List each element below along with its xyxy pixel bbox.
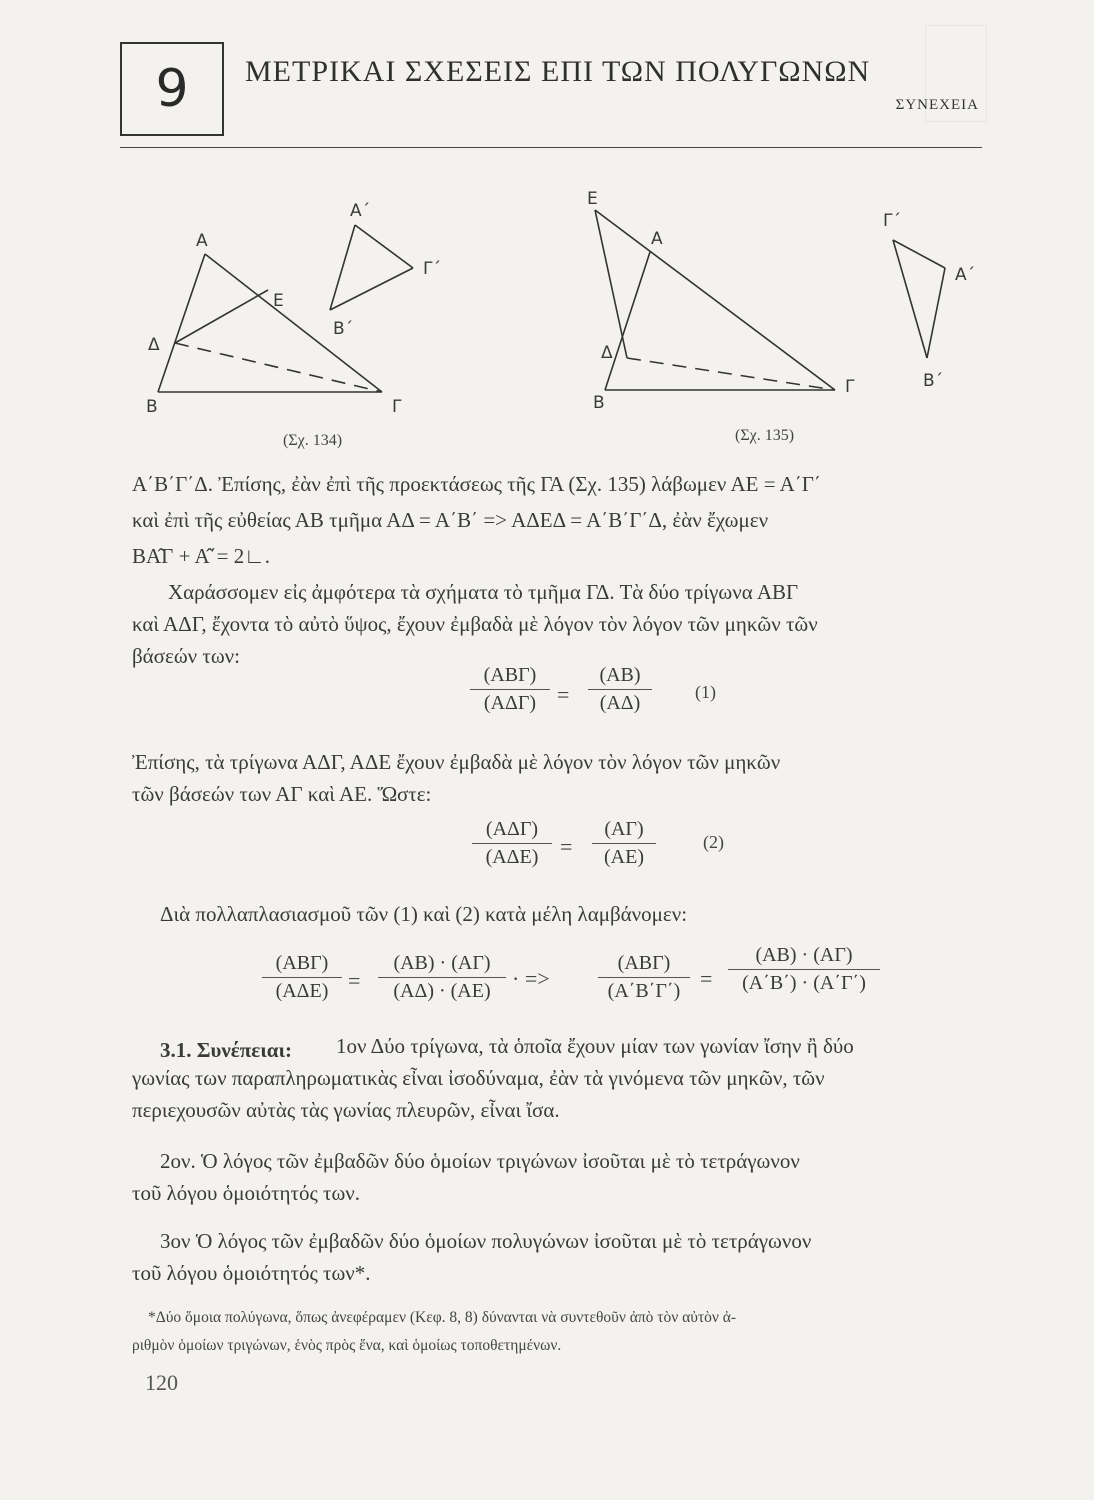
consequence-1-line-3: περιεχουσῶν αὐτὰς τὰς γωνίας πλευρῶν, εἶναι ἴσα. [132, 1098, 560, 1122]
label-A: A [196, 231, 208, 251]
label-G1: Γ΄ [423, 259, 441, 279]
side-AB [158, 254, 205, 392]
side-G1B1 [893, 240, 927, 358]
consequence-3-line-1: 3ον Ὁ λόγος τῶν ἐμβαδῶν δύο ὁμοίων πολυγώνων ἰσοῦται μὲ τὸ τετράγωνον [160, 1229, 812, 1253]
eq3-f4-den: (Α΄Β΄) · (Α΄Γ΄) [742, 972, 866, 994]
label-A: A [651, 229, 663, 249]
para4: Διὰ πολλαπλασιασμοῦ τῶν (1) καὶ (2) κατὰ μέλη λαμβάνομεν: [160, 902, 688, 926]
eq1-rhs-num: (ΑΒ) [599, 664, 641, 686]
caption-fig134: (Σχ. 134) [283, 432, 343, 449]
eq3-f3-den: (Α΄Β΄Γ΄) [607, 980, 681, 1002]
chapter-number: 9 [155, 59, 189, 119]
eq2-rhs-num: (ΑΓ) [604, 818, 644, 840]
figure-135 [575, 180, 975, 420]
segment-DE [175, 290, 268, 343]
side-G1A1 [893, 240, 945, 268]
consequence-1-line-1: 1ον Δύο τρίγωνα, τὰ ὁποῖα ἔχουν μίαν των γωνίαν ἴσην ἢ δύο [336, 1034, 854, 1058]
consequence-3-line-2: τοῦ λόγου ὁμοιότητός των*. [132, 1261, 371, 1285]
label-A1: A΄ [955, 265, 975, 285]
eq3-f2-den: (ΑΔ) · (ΑΕ) [393, 980, 491, 1002]
eq3-f3-num: (ΑΒΓ) [617, 952, 671, 974]
eq1-lhs [470, 664, 550, 715]
label-E: E [587, 189, 598, 209]
label-G: Γ [845, 377, 855, 397]
eq3-f2 [378, 952, 506, 1003]
eq2-rhs [592, 818, 656, 869]
body-line-2: καὶ ἐπὶ τῆς εὐθείας ΑΒ τμῆμα ΑΔ = Α΄Β΄ => ΑΔΕΔ = Α΄Β΄Γ΄Δ, ἐὰν ἔχωμεν [132, 508, 769, 532]
page-number: 120 [145, 1370, 178, 1395]
label-B1: B΄ [923, 371, 944, 391]
body-line-1: Α΄Β΄Γ΄Δ. Ἐπίσης, ἐὰν ἐπὶ τῆς προεκτάσεως τῆς ΓΑ (Σχ. 135) λάβωμεν ΑΕ = Α΄Γ΄ [132, 472, 821, 496]
label-E: E [273, 291, 284, 311]
label-D: Δ [601, 343, 613, 363]
line-A-B [605, 252, 650, 390]
label-D: Δ [148, 335, 160, 355]
eq3-implies: · => [512, 966, 550, 991]
eq1-lhs-den: (ΑΔΓ) [483, 692, 537, 714]
label-B: B [146, 397, 158, 417]
side-A1B1 [330, 225, 355, 310]
header-rule [120, 147, 982, 148]
side-A1G1 [355, 225, 413, 268]
line-E-G [595, 210, 835, 390]
side-B1G1 [330, 268, 413, 310]
chapter-subtitle: ΣΥΝΕΧΕΙΑ [895, 97, 979, 113]
para3-line-2: τῶν βάσεών των ΑΓ καὶ ΑΕ. Ὥστε: [132, 782, 432, 806]
eq2-label: (2) [703, 832, 724, 852]
chapter-title: ΜΕΤΡΙΚΑΙ ΣΧΕΣΕΙΣ ΕΠΙ ΤΩΝ ΠΟΛΥΓΩΝΩΝ [245, 55, 871, 88]
label-G1: Γ΄ [883, 211, 901, 231]
consequence-2-line-2: τοῦ λόγου ὁμοιότητός των. [132, 1181, 361, 1205]
eq3-f4 [728, 944, 880, 995]
eq3-f1-den: (ΑΔΕ) [275, 980, 329, 1002]
chapter-number-box [120, 42, 224, 136]
eq1-equals: = [557, 682, 570, 707]
label-G: Γ [392, 397, 402, 417]
eq3-equals-2: = [700, 966, 713, 991]
eq3-equals-1: = [348, 968, 361, 993]
eq1-rhs-den: (ΑΔ) [599, 692, 641, 714]
footnote-line-2: ριθμὸν ὁμοίων τριγώνων, ἑνὸς πρὸς ἕνα, καὶ ὁμοίως τοποθετημένων. [132, 1337, 562, 1354]
eq2-lhs-den: (ΑΔΕ) [485, 846, 539, 868]
side-A1B1 [927, 268, 945, 358]
consequence-1-line-2: γωνίας των παραπληρωματικὰς εἶναι ἰσοδύναμα, ἐὰν τὰ γινόμενα τῶν μηκῶν, τῶν [132, 1066, 825, 1090]
para2-line-3: βάσεών των: [132, 644, 240, 668]
label-B: B [593, 393, 605, 413]
consequence-2-line-1: 2ον. Ὁ λόγος τῶν ἐμβαδῶν δύο ὁμοίων τριγώνων ἰσοῦται μὲ τὸ τετράγωνον [160, 1149, 800, 1173]
caption-fig135: (Σχ. 135) [735, 427, 795, 444]
eq1-label: (1) [695, 682, 716, 702]
segment-DG [627, 358, 835, 390]
para3-line-1: Ἐπίσης, τὰ τρίγωνα ΑΔΓ, ΑΔΕ ἔχουν ἐμβαδὰ μὲ λόγον τὸν λόγον τῶν μηκῶν [132, 750, 781, 774]
eq1-lhs-num: (ΑΒΓ) [483, 664, 537, 686]
eq2-lhs-num: (ΑΔΓ) [485, 818, 539, 840]
label-A1: A΄ [350, 201, 371, 221]
eq1-rhs [588, 664, 652, 715]
consequences-heading: 3.1. Συνέπειαι: [160, 1038, 292, 1062]
figure-134 [130, 180, 470, 420]
eq2-rhs-den: (ΑΕ) [604, 846, 644, 868]
para2-line-1: Χαράσσομεν εἰς ἀμφότερα τὰ σχήματα τὸ τμῆμα ΓΔ. Τὰ δύο τρίγωνα ΑΒΓ [168, 580, 799, 604]
footnote-line-1: *Δύο ὅμοια πολύγωνα, ὅπως ἀνεφέραμεν (Κεφ. 8, 8) δύνανται νὰ συντεθοῦν ἀπὸ τὸν αὐτὸν ἀ- [148, 1309, 737, 1326]
eq3-f1 [262, 952, 342, 1003]
eq3-f1-num: (ΑΒΓ) [275, 952, 329, 974]
eq3-f2-num: (ΑΒ) · (ΑΓ) [393, 952, 491, 974]
label-B1: B΄ [333, 319, 354, 339]
para2-line-2: καὶ ΑΔΓ, ἔχοντα τὸ αὐτὸ ὕψος, ἔχουν ἐμβαδὰ μὲ λόγον τὸν λόγον τῶν μηκῶν τῶν [132, 612, 818, 636]
eq2-equals: = [560, 834, 573, 859]
eq2-lhs [472, 818, 552, 869]
eq3-f3 [598, 952, 690, 1003]
eq3-f4-num: (ΑΒ) · (ΑΓ) [755, 944, 853, 966]
body-line-3: ΒΑ̂Γ + Α̂΄= 2∟. [132, 544, 271, 568]
